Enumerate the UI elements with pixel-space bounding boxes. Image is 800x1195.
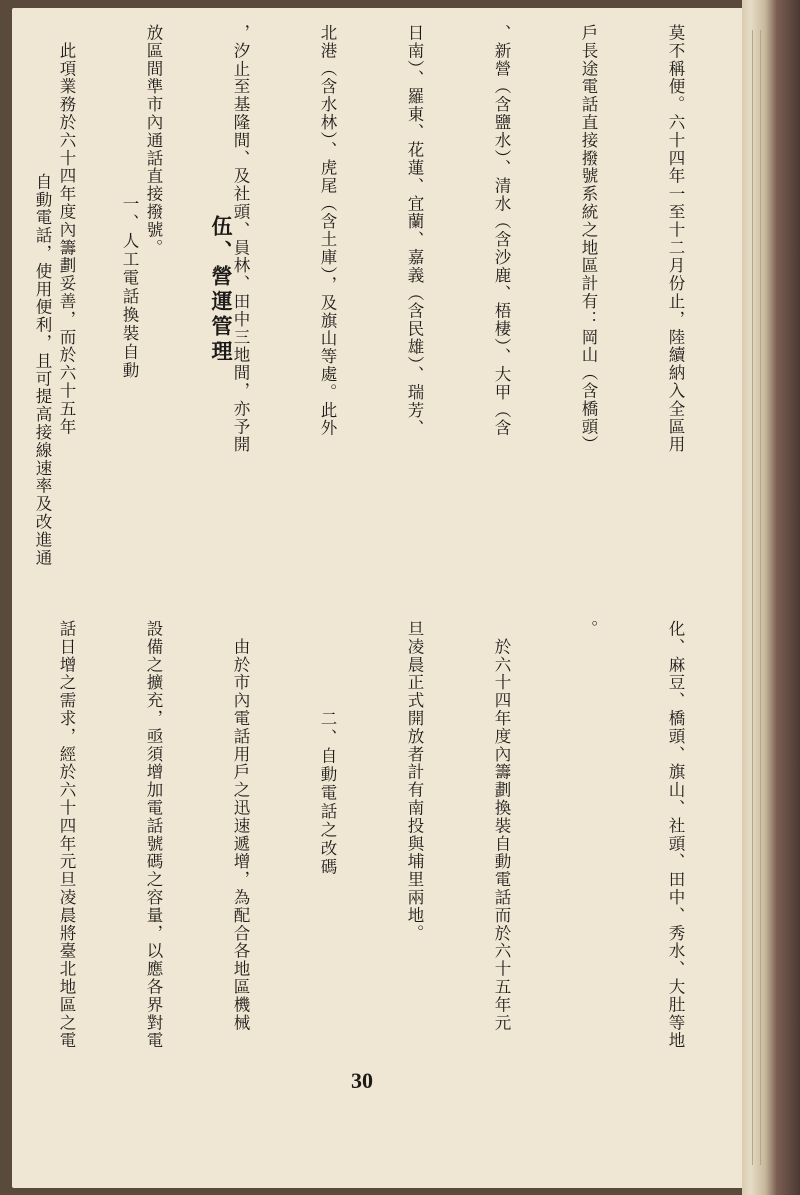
- text-line: 、新營（含鹽水）、清水（含沙鹿、梧棲）、大甲（含: [492, 24, 511, 438]
- top-left-text-block: [33, 155, 298, 605]
- text-line: 旦凌晨正式開放者計有南投與埔里兩地。: [405, 620, 424, 943]
- text-line: 戶長途電話直接撥號系統之地區計有：岡山（含橋頭）: [579, 24, 598, 454]
- text-line: 化、麻豆、橋頭、旗山、社頭、田中、秀水、大肚等地: [666, 620, 685, 1050]
- text-line: 話日增之需求，經於六十四年元旦凌晨將臺北地區之電: [57, 620, 76, 1050]
- text-line: 莫不稱便。六十四年一至十二月份止，陸續納入全區用: [666, 24, 685, 454]
- text-line: 此項業務於六十四年度內籌劃妥善，而於六十五年: [57, 24, 76, 436]
- section-heading-automation: 一、人工電話換裝自動: [120, 195, 139, 380]
- book-spine: [742, 0, 800, 1195]
- text-line: 於六十四年度內籌劃換裝自動電話而於六十五年元: [492, 620, 511, 1032]
- text-line: 自動電話，使用便利，且可提高接線速率及改進通: [33, 155, 52, 567]
- text-line: ，汐止至基隆間、及社頭、員林、田中三地間，亦予開: [231, 24, 250, 454]
- spine-edge-line: [760, 30, 761, 1165]
- spine-edge-line: [752, 30, 753, 1165]
- chapter-heading: 伍、營運管理: [209, 215, 234, 365]
- text-line: 由於市內電話用戶之迅速遞增，為配合各地區機械: [231, 620, 250, 1032]
- section-heading-renumbering: 二、自動電話之改碼: [318, 710, 337, 877]
- text-line: 北港（含水林）、虎尾（含土庫），及旗山等處。此外: [318, 24, 337, 438]
- text-line: 。: [579, 620, 598, 638]
- text-line: 日南）、羅東、花蓮、宜蘭、嘉義（含民雄）、瑞芳、: [405, 24, 424, 438]
- bottom-text-block: [58, 620, 748, 1050]
- text-line: 設備之擴充，亟須增加電話號碼之容量，以應各界對電: [144, 620, 163, 1050]
- text-line: 放區間準市內通話直接撥號。: [144, 24, 163, 257]
- page-number: 30: [351, 1068, 373, 1093]
